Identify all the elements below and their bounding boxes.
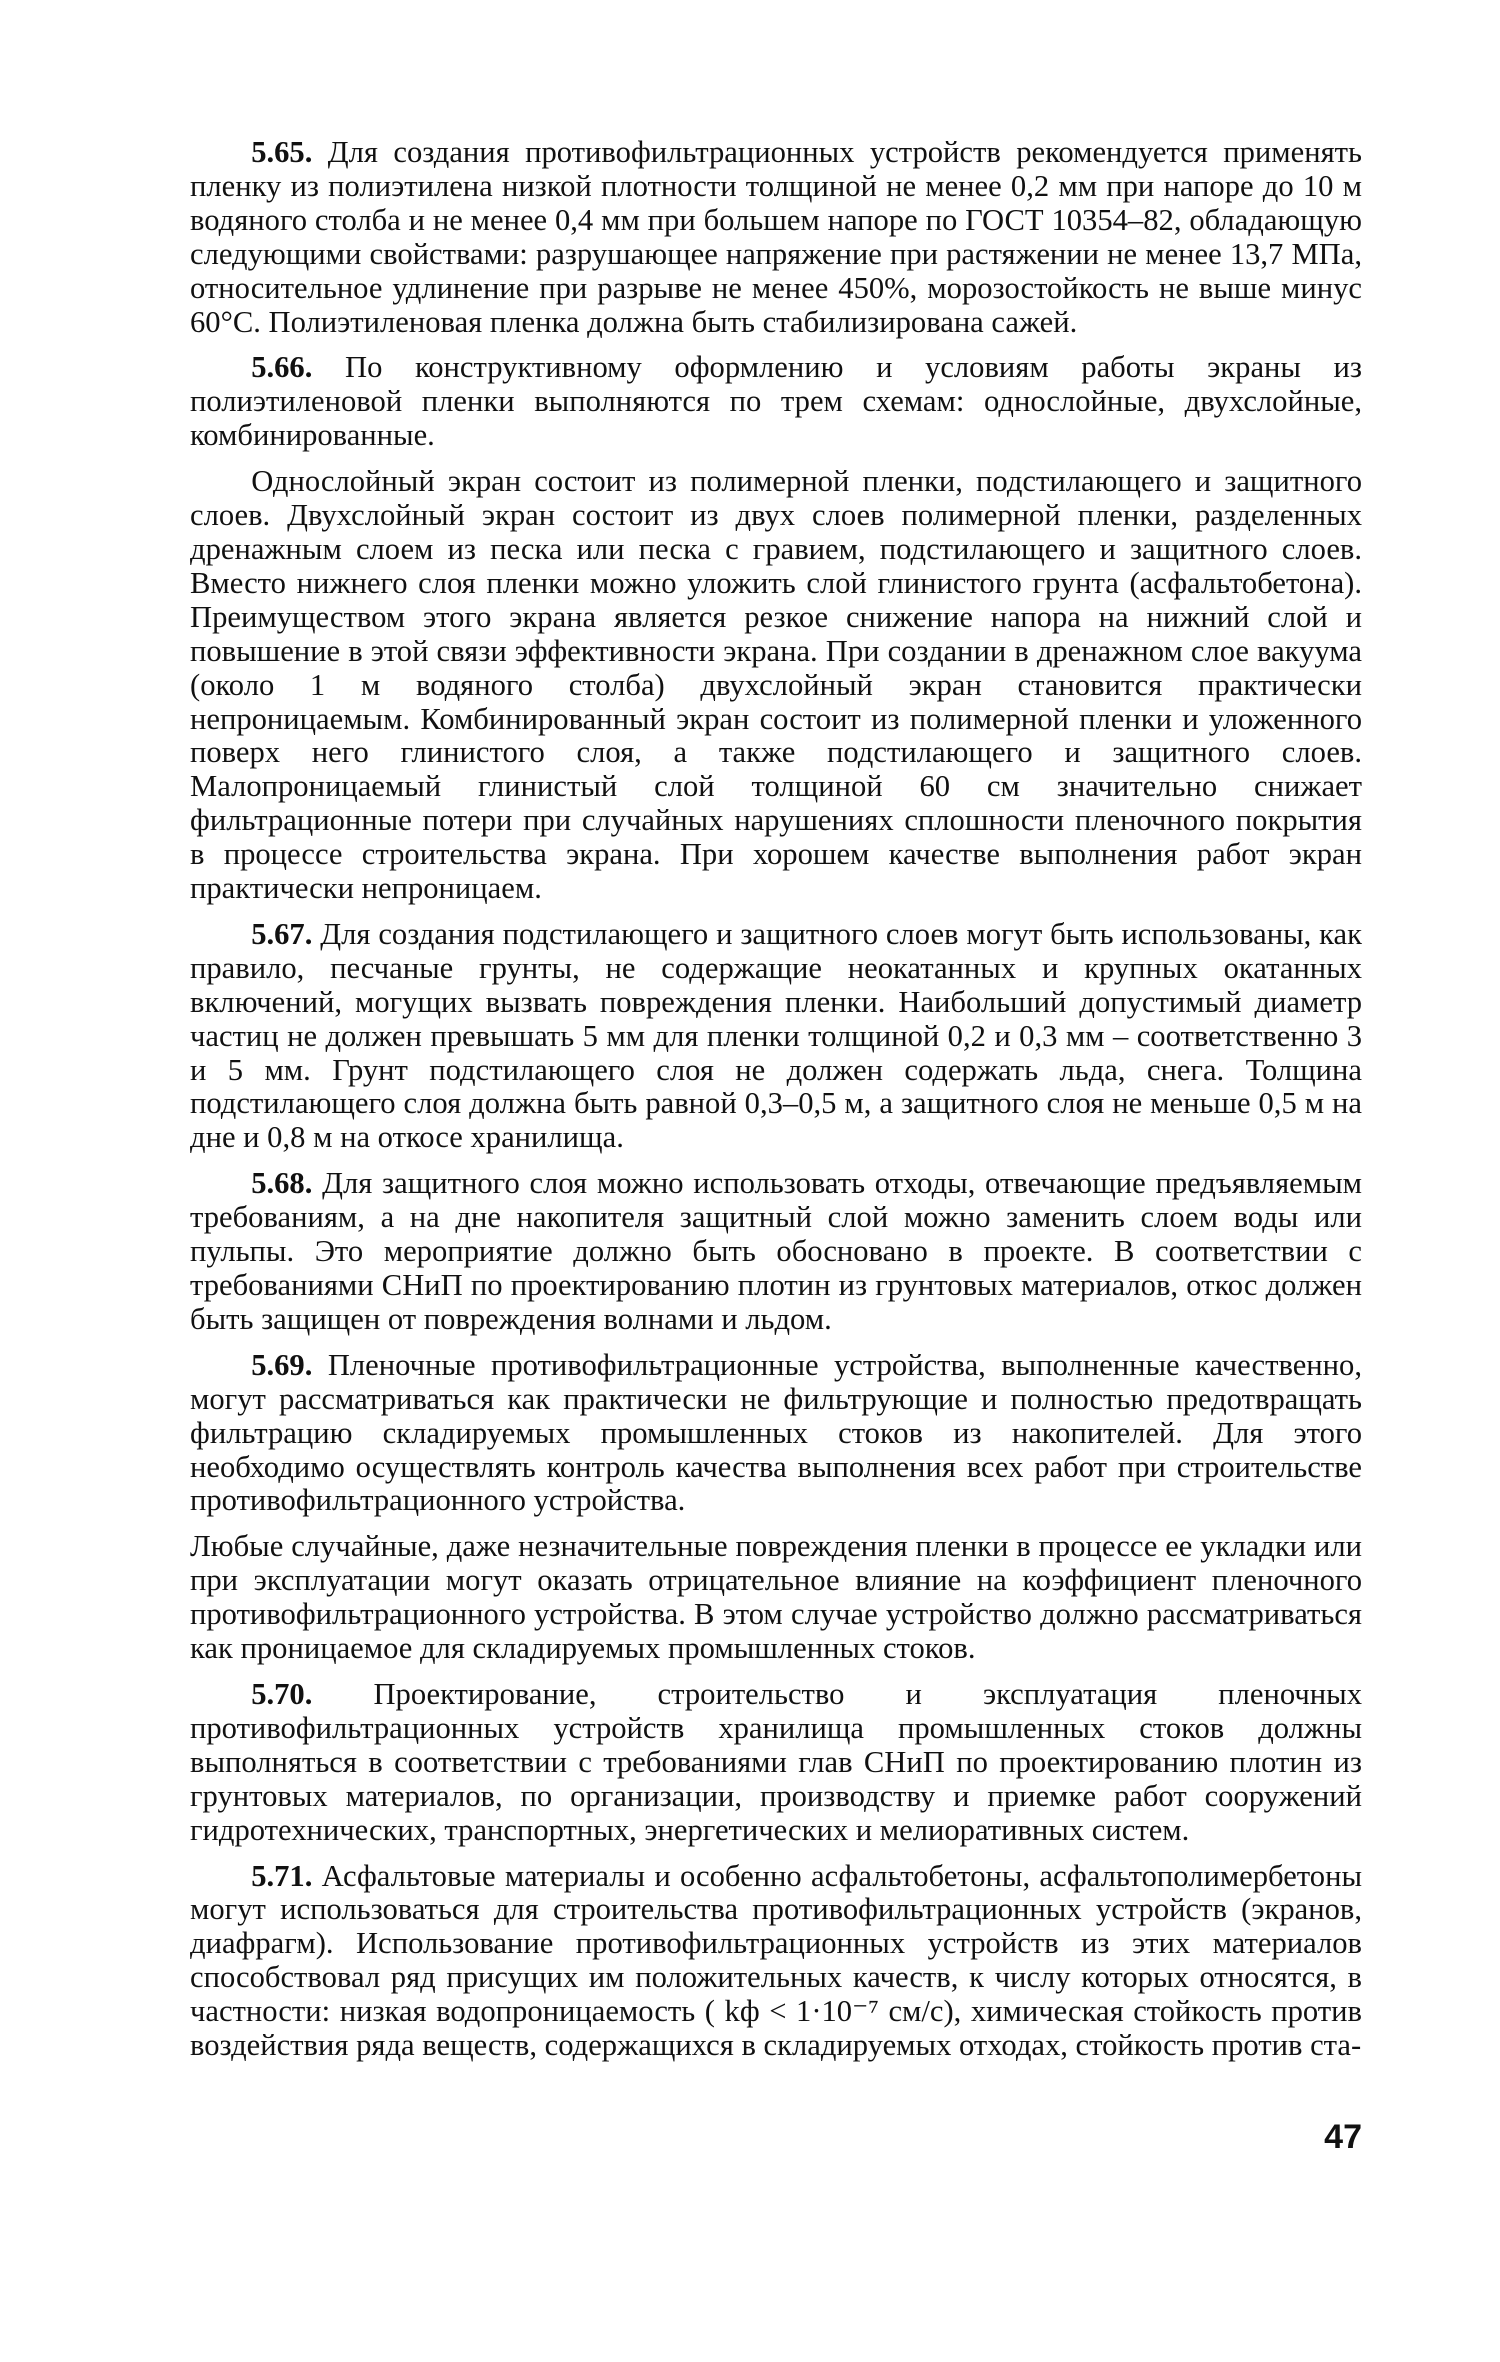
paragraph-number: 5.67. (251, 916, 313, 951)
paragraph-text: Проектирование, строительство и эксплуатация пленочных противофильтрационных устройств хранилища промышленных стоков должны выполняться в соответствии с требованиями глав СНиП по проектированию плотин из грунтовых материалов, по организации, производству и приемке работ сооружений гидротехнических, транспортных, энергетических и мелиоративных систем. (190, 1676, 1362, 1847)
paragraph-text: Для защитного слоя можно использовать отходы, отвечающие предъявляемым требованиям, а на дне накопителя защитный слой можно заменить слоем воды или пульпы. Это мероприятие должно быть обосновано в проекте. В соответствии с требованиями СНиП по проектированию плотин из грунтовых материалов, откос должен быть защищен от повреждения волнами и льдом. (190, 1166, 1362, 1336)
paragraph-5-68 (190, 1167, 1362, 1337)
paragraph-text: Асфальтовые материалы и особенно асфальтобетоны, асфальтополимербетоны могут использоваться для строительства противофильтрационных устройств (экранов, диафрагм). Использование противофильтрационных устройств из этих материалов способствовал ряд присущих им положительных качеств, к числу которых относятся, в частности: низкая водопроницаемость ( kф < 1·10⁻⁷ см/с), химическая стойкость против воздействия ряда веществ, содержащихся в складируемых отходах, стойкость против ста- (190, 1858, 1362, 2063)
paragraph-text: Любые случайные, даже незначительные повреждения пленки в процессе ее укладки или при эксплуатации могут оказать отрицательное влияние на коэффициент пленочного противофильтрационного устройства. В этом случае устройство должно рассматриваться как проницаемое для складируемых промышленных стоков. (190, 1529, 1362, 1666)
paragraph-number: 5.71. (251, 1858, 313, 1893)
paragraph-5-71 (190, 1860, 1362, 2063)
paragraph-number: 5.70. (251, 1676, 313, 1711)
paragraph-text: Для создания подстилающего и защитного слоев могут быть использованы, как правило, песчаные грунты, не содержащие неокатанных и крупных окатанных включений, могущих вызвать повреждения пленки. Наибольший допустимый диаметр частиц не должен превышать 5 мм для пленки толщиной 0,2 и 0,3 мм – соответственно 3 и 5 мм. Грунт подстилающего слоя не должен содержать льда, снега. Толщина подстилающего слоя должна быть равной 0,3–0,5 м, а защитного слоя не меньше 0,5 м на дне и 0,8 м на откосе хранилища. (190, 916, 1362, 1155)
document-page (190, 136, 1362, 2336)
paragraph-5-69 (190, 1349, 1362, 1519)
paragraph-5-65 (190, 136, 1362, 339)
paragraph-5-66 (190, 351, 1362, 453)
paragraph-number: 5.68. (251, 1166, 313, 1201)
paragraph-text: Для создания противофильтрационных устройств рекомендуется применять пленку из полиэтилена низкой плотности толщиной не менее 0,2 мм при напоре до 10 м водяного столба и не менее 0,4 мм при большем напоре по ГОСТ 10354–82, обладающую следующими свойствами: разрушающее напряжение при растяжении не менее 13,7 МПа, относительное удлинение при разрыве не менее 450%, морозостойкость не выше минус 60°С. Полиэтиленовая пленка должна быть стабилизирована сажей. (190, 135, 1362, 339)
paragraph-text: Однослойный экран состоит из полимерной пленки, подстилающего и защитного слоев. Двухслойный экран состоит из двух слоев полимерной пленки, разделенных дренажным слоем из песка или песка с гравием, подстилающего и защитного слоев. Вместо нижнего слоя пленки можно уложить слой глинистого грунта (асфальтобетона). Преимуществом этого экрана является резкое снижение напора на нижний слой и повышение в этой связи эффективности экрана. При создании в дренажном слое вакуума (около 1 м водяного столба) двухслойный экран становится практически непроницаемым. Комбинированный экран состоит из полимерной пленки и уложенного поверх него глинистого слоя, а также подстилающего и защитного слоев. Малопроницаемый глинистый слой толщиной 60 см значительно снижает фильтрационные потери при случайных нарушениях сплошности пленочного покрытия в процессе строительства экрана. При хорошем качестве выполнения работ экран практически непроницаем. (190, 464, 1362, 906)
paragraph-number: 5.65. (251, 135, 313, 169)
paragraph-5-70 (190, 1678, 1362, 1848)
paragraph-number: 5.66. (251, 350, 313, 385)
paragraph-text: По конструктивному оформлению и условиям работы экраны из полиэтиленовой пленки выполняются по трем схемам: однослойные, двухслойные, комбинированные. (190, 350, 1362, 453)
paragraph-text: Пленочные противофильтрационные устройства, выполненные качественно, могут рассматриваться как практически не фильтрующие и полностью предотвращать фильтрацию складируемых промышленных стоков из накопителей. Для этого необходимо осуществлять контроль качества выполнения всех работ при строительстве противофильтрационного устройства. (190, 1347, 1362, 1518)
page-number: 47 (1324, 2118, 1362, 2156)
paragraph-number: 5.69. (251, 1347, 313, 1382)
paragraph-screen-types (190, 465, 1362, 906)
paragraph-damage-note (190, 1530, 1362, 1666)
paragraph-5-67 (190, 918, 1362, 1155)
